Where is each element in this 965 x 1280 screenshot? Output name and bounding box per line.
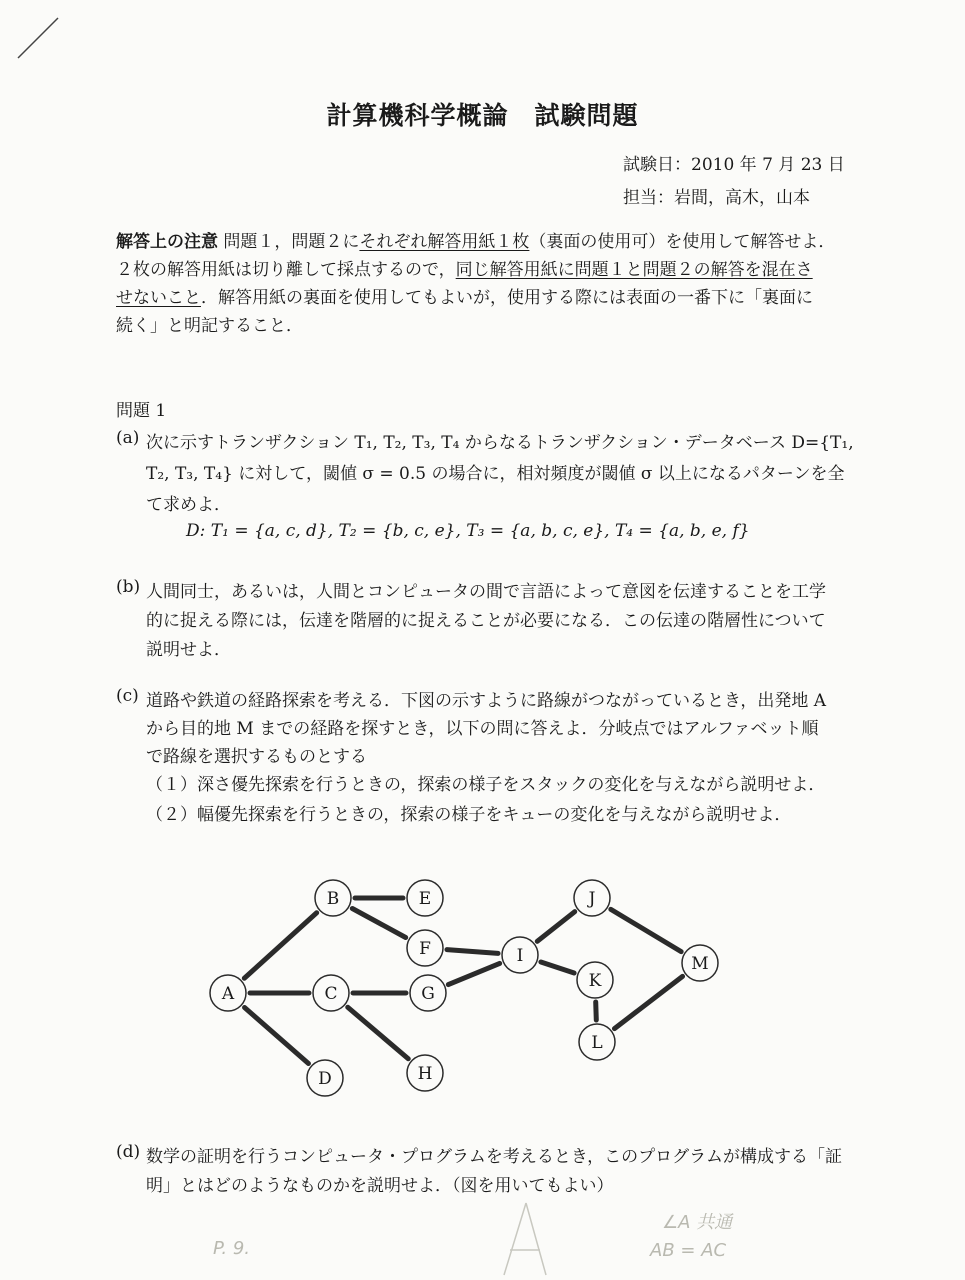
transaction-database: D: T₁ = {a, c, d}, T₂ = {b, c, e}, T₃ = {a, b, c, e}, T₄ = {a, b, e, f}: [186, 521, 750, 541]
page-title: 計算機科学概論 試験問題: [326, 101, 639, 130]
graph-node-C: [313, 975, 349, 1011]
question-a-line-3: て求めよ．: [146, 495, 231, 515]
scan-mark: [14, 14, 64, 64]
graph-node-H: [407, 1055, 443, 1091]
graph-node-G: [410, 975, 446, 1011]
question-c-line-1: 道路や鉄道の経路探索を考える．下図の示すように路線がつながっているとき，出発地 A: [146, 691, 826, 711]
graph-edge-A-D: [245, 1007, 309, 1063]
notice-underline-3: せないこと: [116, 288, 201, 308]
notice-line-4: 続く」と明記すること．: [116, 316, 303, 336]
graph-node-label: B: [326, 889, 340, 909]
question-b-line-3: 説明せよ．: [146, 640, 231, 660]
problem-1-heading: 問題 1: [116, 401, 167, 421]
graph-edge-J-M: [611, 909, 681, 951]
graph-node-label: C: [324, 984, 338, 1004]
graph-node-M: [682, 945, 718, 981]
graph-node-label: A: [221, 984, 235, 1004]
graph-node-label: E: [418, 889, 432, 909]
graph-node-label: G: [421, 984, 435, 1004]
graph-node-A: [210, 975, 246, 1011]
graph-node-label: J: [588, 889, 596, 909]
notice-underline-1: それぞれ解答用紙１枚: [359, 232, 530, 252]
exam-date: 試験日：2010 年 7 月 23 日: [623, 155, 845, 175]
question-c-sub-2: （２）幅優先探索を行うときの，探索の様子をキューの変化を与えながら説明せよ．: [146, 805, 792, 825]
graph-node-K: [577, 962, 613, 998]
question-a-line-2: T₂, T₃, T₄} に対して，閾値 σ = 0.5 の場合に，相対頻度が閾値 σ 以上になるパターンを全: [146, 464, 845, 484]
notice-underline-2: 同じ解答用紙に問題１と問題２の解答を混在さ: [455, 260, 813, 280]
graph-node-label: M: [691, 954, 709, 974]
question-d-line-2: 明」とはどのようなものかを説明せよ．（図を用いてもよい）: [146, 1176, 614, 1196]
question-b-label: (b): [116, 577, 141, 597]
graph-node-label: L: [591, 1033, 603, 1053]
question-d-label: (d): [116, 1142, 141, 1162]
graph-node-I: [502, 937, 538, 973]
graph-node-label: H: [417, 1064, 433, 1084]
question-c-label: (c): [116, 686, 139, 706]
graph-edge-K-L: [596, 1002, 597, 1020]
graph-edge-L-M: [614, 976, 682, 1028]
graph-node-E: [407, 880, 443, 916]
question-b-line-1: 人間同士，あるいは，人間とコンピュータの間で言語によって意図を伝達することを工学: [146, 582, 826, 602]
graph-node-label: K: [588, 971, 602, 991]
instructors: 担当：岩間，高木，山本: [623, 188, 810, 208]
question-a-label: (a): [116, 428, 140, 448]
graph-node-L: [579, 1024, 615, 1060]
notice-line-1: 解答上の注意 問題１，問題２にそれぞれ解答用紙１枚（裏面の使用可）を使用して解答せよ．: [116, 232, 836, 252]
handwritten-note-equal: AB = AC: [650, 1240, 727, 1261]
graph-edge-C-H: [348, 1007, 408, 1058]
notice-label: 解答上の注意: [116, 232, 218, 252]
graph-node-label: D: [318, 1069, 332, 1089]
graph-edge-A-B: [244, 913, 316, 978]
question-b-line-2: 的に捉える際には，伝達を階層的に捉えることが必要になる．この伝達の階層性について: [146, 611, 826, 631]
graph-node-D: [307, 1060, 343, 1096]
question-d-line-1: 数学の証明を行うコンピュータ・プログラムを考えるとき，このプログラムが構成する「証: [146, 1147, 842, 1167]
handwritten-note-angle: ∠A 共通: [662, 1212, 733, 1233]
question-c-sub-1: （１）深さ優先探索を行うときの，探索の様子をスタックの変化を与えながら説明せよ．: [146, 775, 826, 795]
handwritten-note-page: P. 9.: [213, 1238, 250, 1259]
graph-node-B: [315, 880, 351, 916]
graph-node-label: F: [419, 939, 431, 959]
graph-node-F: [407, 930, 443, 966]
graph-edge-G-I: [448, 963, 499, 984]
graph-edge-F-I: [447, 950, 498, 954]
notice-line-3: せないこと．解答用紙の裏面を使用してもよいが，使用する際には表面の一番下に「裏面に: [116, 288, 813, 308]
graph-edge-I-J: [537, 912, 575, 942]
question-c-line-3: で路線を選択するものとする: [146, 747, 367, 767]
graph-edge-B-F: [352, 909, 405, 938]
question-c-line-2: から目的地 M までの経路を探すとき，以下の問に答えよ．分岐点ではアルファベット順: [146, 719, 819, 739]
graph-node-label: I: [516, 946, 524, 966]
question-a-line-1: 次に示すトランザクション T₁, T₂, T₃, T₄ からなるトランザクション・データベース D={T₁,: [146, 433, 854, 453]
graph-node-J: [574, 880, 610, 916]
handwritten-triangle-sketch: [490, 1195, 560, 1280]
graph-edge-I-K: [541, 962, 574, 973]
notice-line-2: ２枚の解答用紙は切り離して採点するので，同じ解答用紙に問題１と問題２の解答を混在さ: [116, 260, 813, 280]
